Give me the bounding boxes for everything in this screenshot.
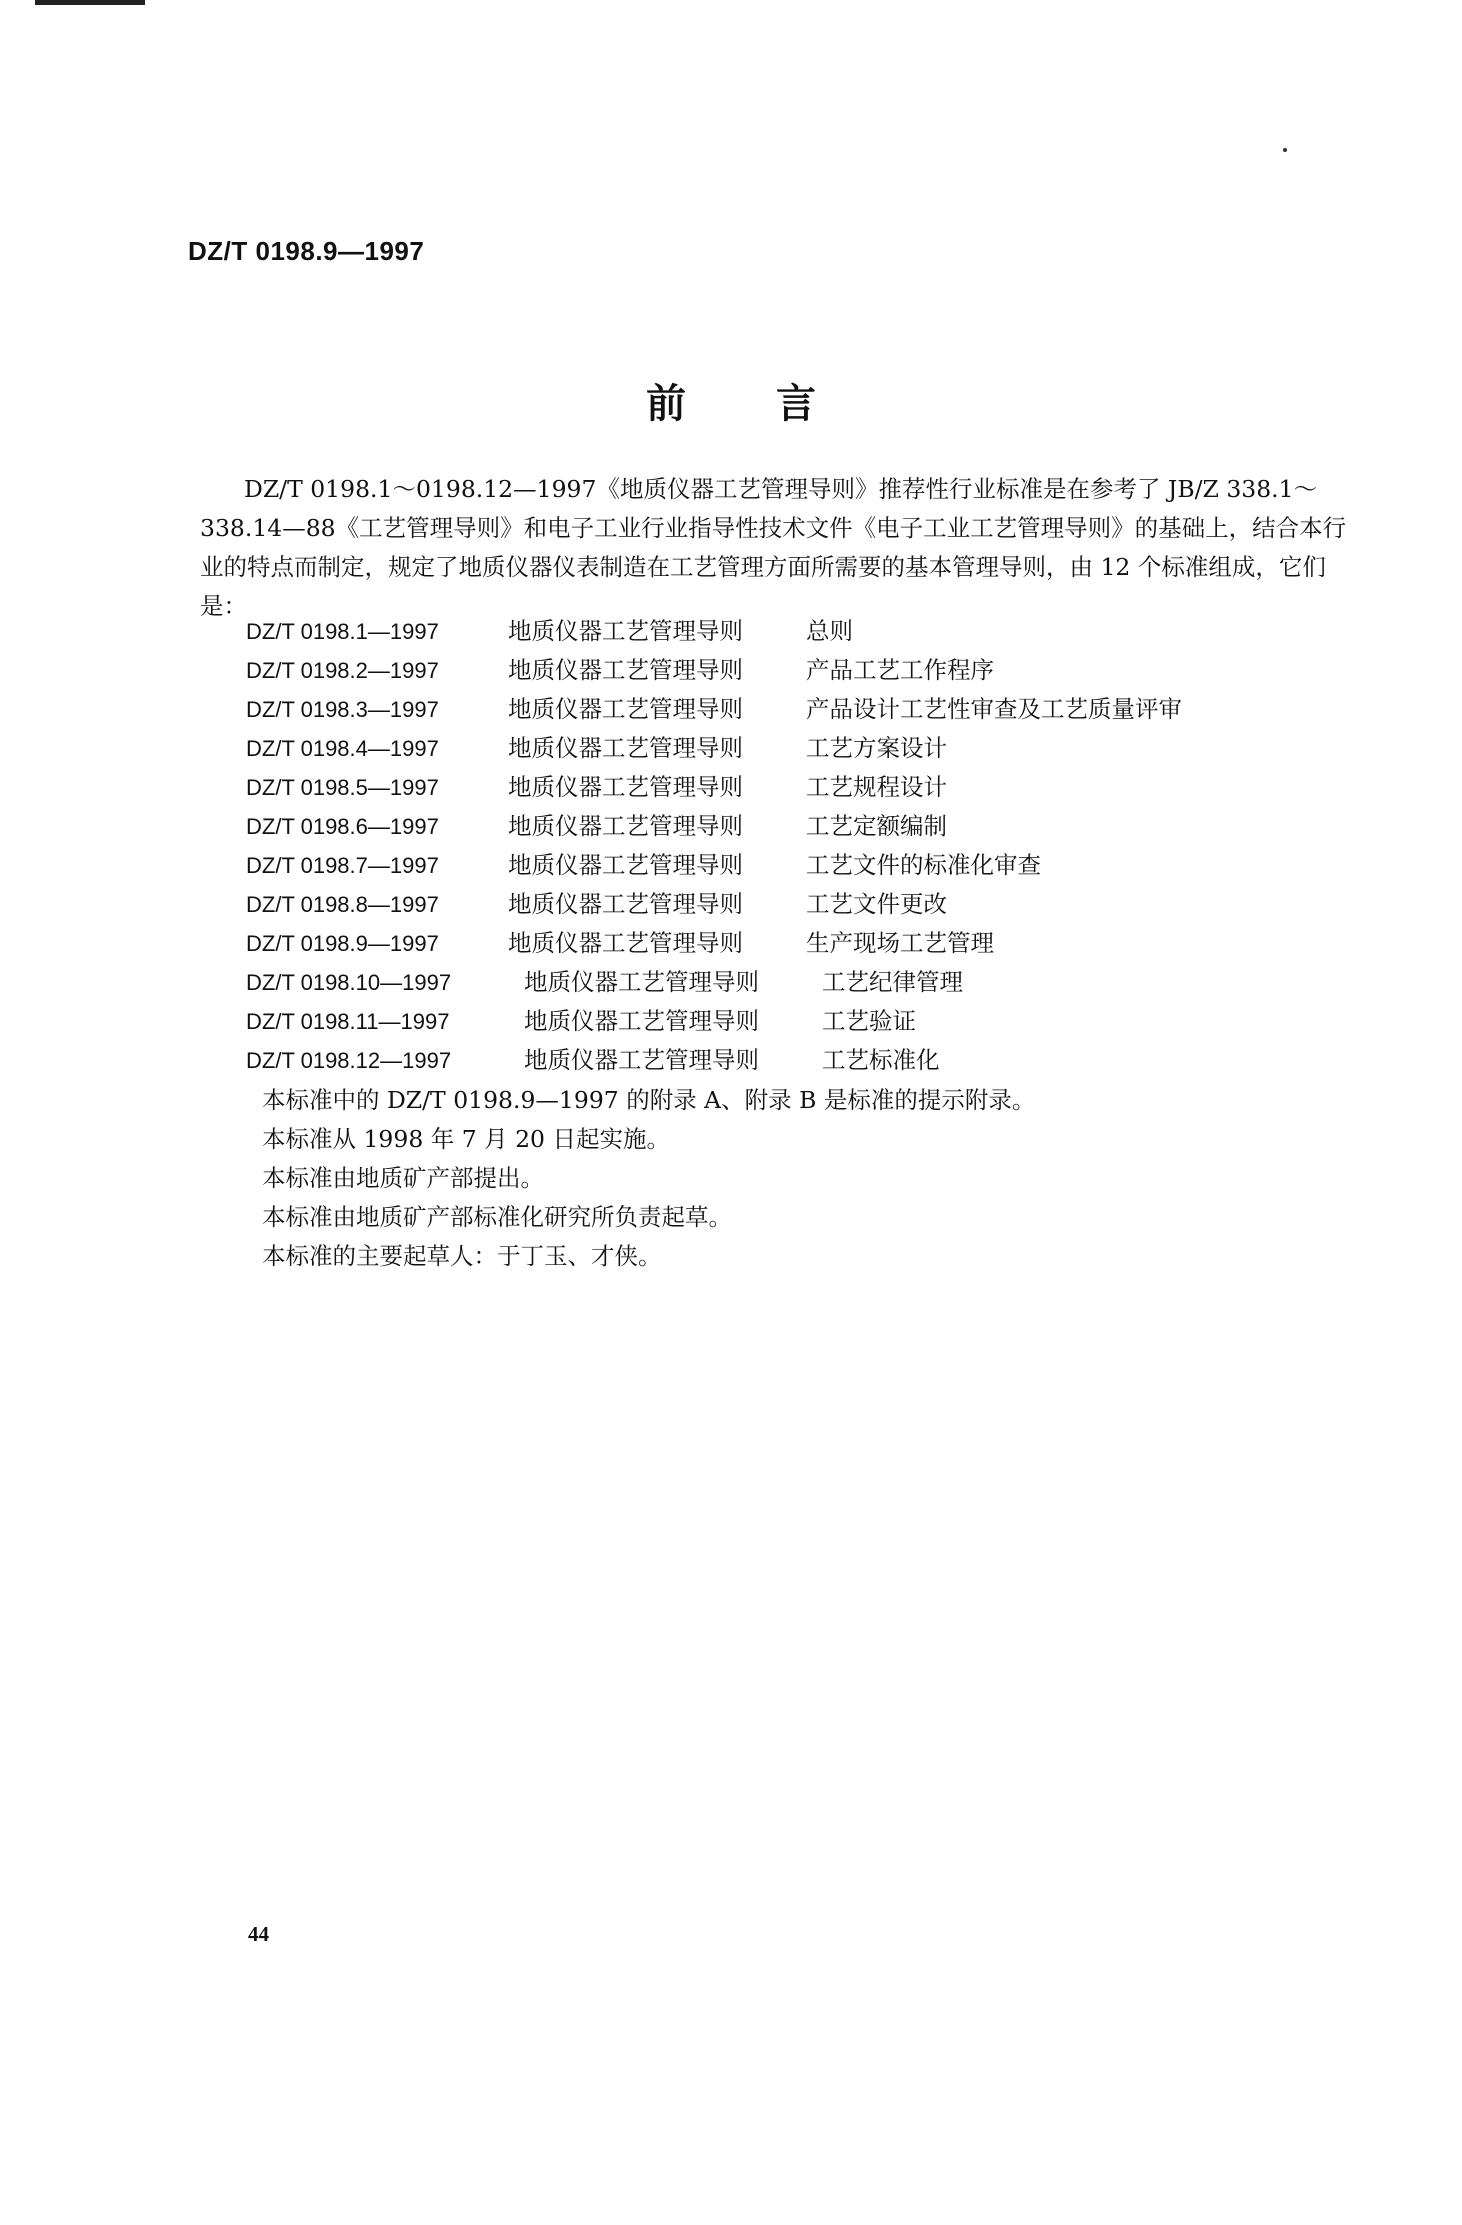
standard-code: DZ/T 0198.3—1997 [246, 697, 439, 722]
list-item [246, 807, 1182, 846]
list-item [246, 768, 1182, 807]
standard-part: 工艺文件的标准化审查 [806, 851, 1041, 879]
intro-paragraph: DZ/T 0198.1～0198.12—1997《地质仪器工艺管理导则》推荐性行业标准是在参考了 JB/Z 338.1～338.14—88《工艺管理导则》和电子工业行业指导性技术文件《电子工业工艺管理导则》的基础上，结合本行业的特点而制定，规定了地质仪器仪表制造在工艺管理方面所需要的基本管理导则，由 12 个标准组成，它们是： [200, 475, 1347, 620]
standard-part: 生产现场工艺管理 [806, 929, 994, 957]
standard-series: 地质仪器工艺管理导则 [524, 968, 759, 996]
note-appendix: 本标准中的 DZ/T 0198.9—1997 的附录 A、附录 B 是标准的提示附录。 [262, 1086, 1036, 1114]
scan-speck [1283, 148, 1287, 152]
standard-part: 工艺方案设计 [806, 734, 947, 762]
standard-series: 地质仪器工艺管理导则 [508, 656, 743, 684]
page-number: 44 [248, 1922, 269, 1946]
standard-series: 地质仪器工艺管理导则 [524, 1007, 759, 1035]
standard-series: 地质仪器工艺管理导则 [508, 734, 743, 762]
standards-list [246, 612, 1182, 1080]
standard-code: DZ/T 0198.6—1997 [246, 814, 439, 839]
standard-code: DZ/T 0198.12—1997 [246, 1048, 452, 1073]
top-rule [35, 0, 145, 5]
standard-part: 工艺文件更改 [806, 890, 947, 918]
note-proposer: 本标准由地质矿产部提出。 [262, 1164, 544, 1192]
standard-part: 工艺规程设计 [806, 773, 947, 801]
note-drafters: 本标准的主要起草人：于丁玉、才侠。 [262, 1242, 662, 1270]
standard-series: 地质仪器工艺管理导则 [508, 812, 743, 840]
standard-code: DZ/T 0198.1—1997 [246, 619, 439, 644]
note-drafting-org: 本标准由地质矿产部标准化研究所负责起草。 [262, 1203, 732, 1231]
list-item [246, 924, 1182, 963]
list-item [246, 846, 1182, 885]
standard-code: DZ/T 0198.2—1997 [246, 658, 439, 683]
list-item [246, 729, 1182, 768]
standard-series: 地质仪器工艺管理导则 [508, 851, 743, 879]
list-item [246, 612, 1182, 651]
standard-part: 工艺标准化 [822, 1046, 940, 1074]
standard-code: DZ/T 0198.9—1997 [246, 931, 439, 956]
standard-part: 产品工艺工作程序 [806, 656, 994, 684]
running-header-code: DZ/T 0198.9—1997 [188, 236, 425, 266]
standard-series: 地质仪器工艺管理导则 [524, 1046, 759, 1074]
list-item [246, 690, 1182, 729]
standard-part: 总则 [806, 617, 853, 645]
standard-code: DZ/T 0198.5—1997 [246, 775, 439, 800]
page-title: 前言 [646, 380, 906, 427]
standard-code: DZ/T 0198.7—1997 [246, 853, 439, 878]
standard-part: 工艺定额编制 [806, 812, 947, 840]
list-item [246, 963, 1182, 1002]
standard-series: 地质仪器工艺管理导则 [508, 773, 743, 801]
standard-code: DZ/T 0198.8—1997 [246, 892, 439, 917]
standard-part: 工艺纪律管理 [822, 968, 963, 996]
standard-part: 工艺验证 [822, 1007, 916, 1035]
notes-list [262, 1081, 1035, 1276]
standard-code: DZ/T 0198.10—1997 [246, 970, 452, 995]
list-item [246, 1002, 1182, 1041]
standard-series: 地质仪器工艺管理导则 [508, 929, 743, 957]
standard-code: DZ/T 0198.4—1997 [246, 736, 439, 761]
note-effective-date: 本标准从 1998 年 7 月 20 日起实施。 [262, 1125, 670, 1153]
standard-series: 地质仪器工艺管理导则 [508, 890, 743, 918]
standard-series: 地质仪器工艺管理导则 [508, 617, 743, 645]
standard-part: 产品设计工艺性审查及工艺质量评审 [806, 695, 1182, 723]
standard-code: DZ/T 0198.11—1997 [246, 1009, 450, 1034]
list-item [246, 1041, 1182, 1080]
standard-series: 地质仪器工艺管理导则 [508, 695, 743, 723]
list-item [246, 651, 1182, 690]
list-item [246, 885, 1182, 924]
